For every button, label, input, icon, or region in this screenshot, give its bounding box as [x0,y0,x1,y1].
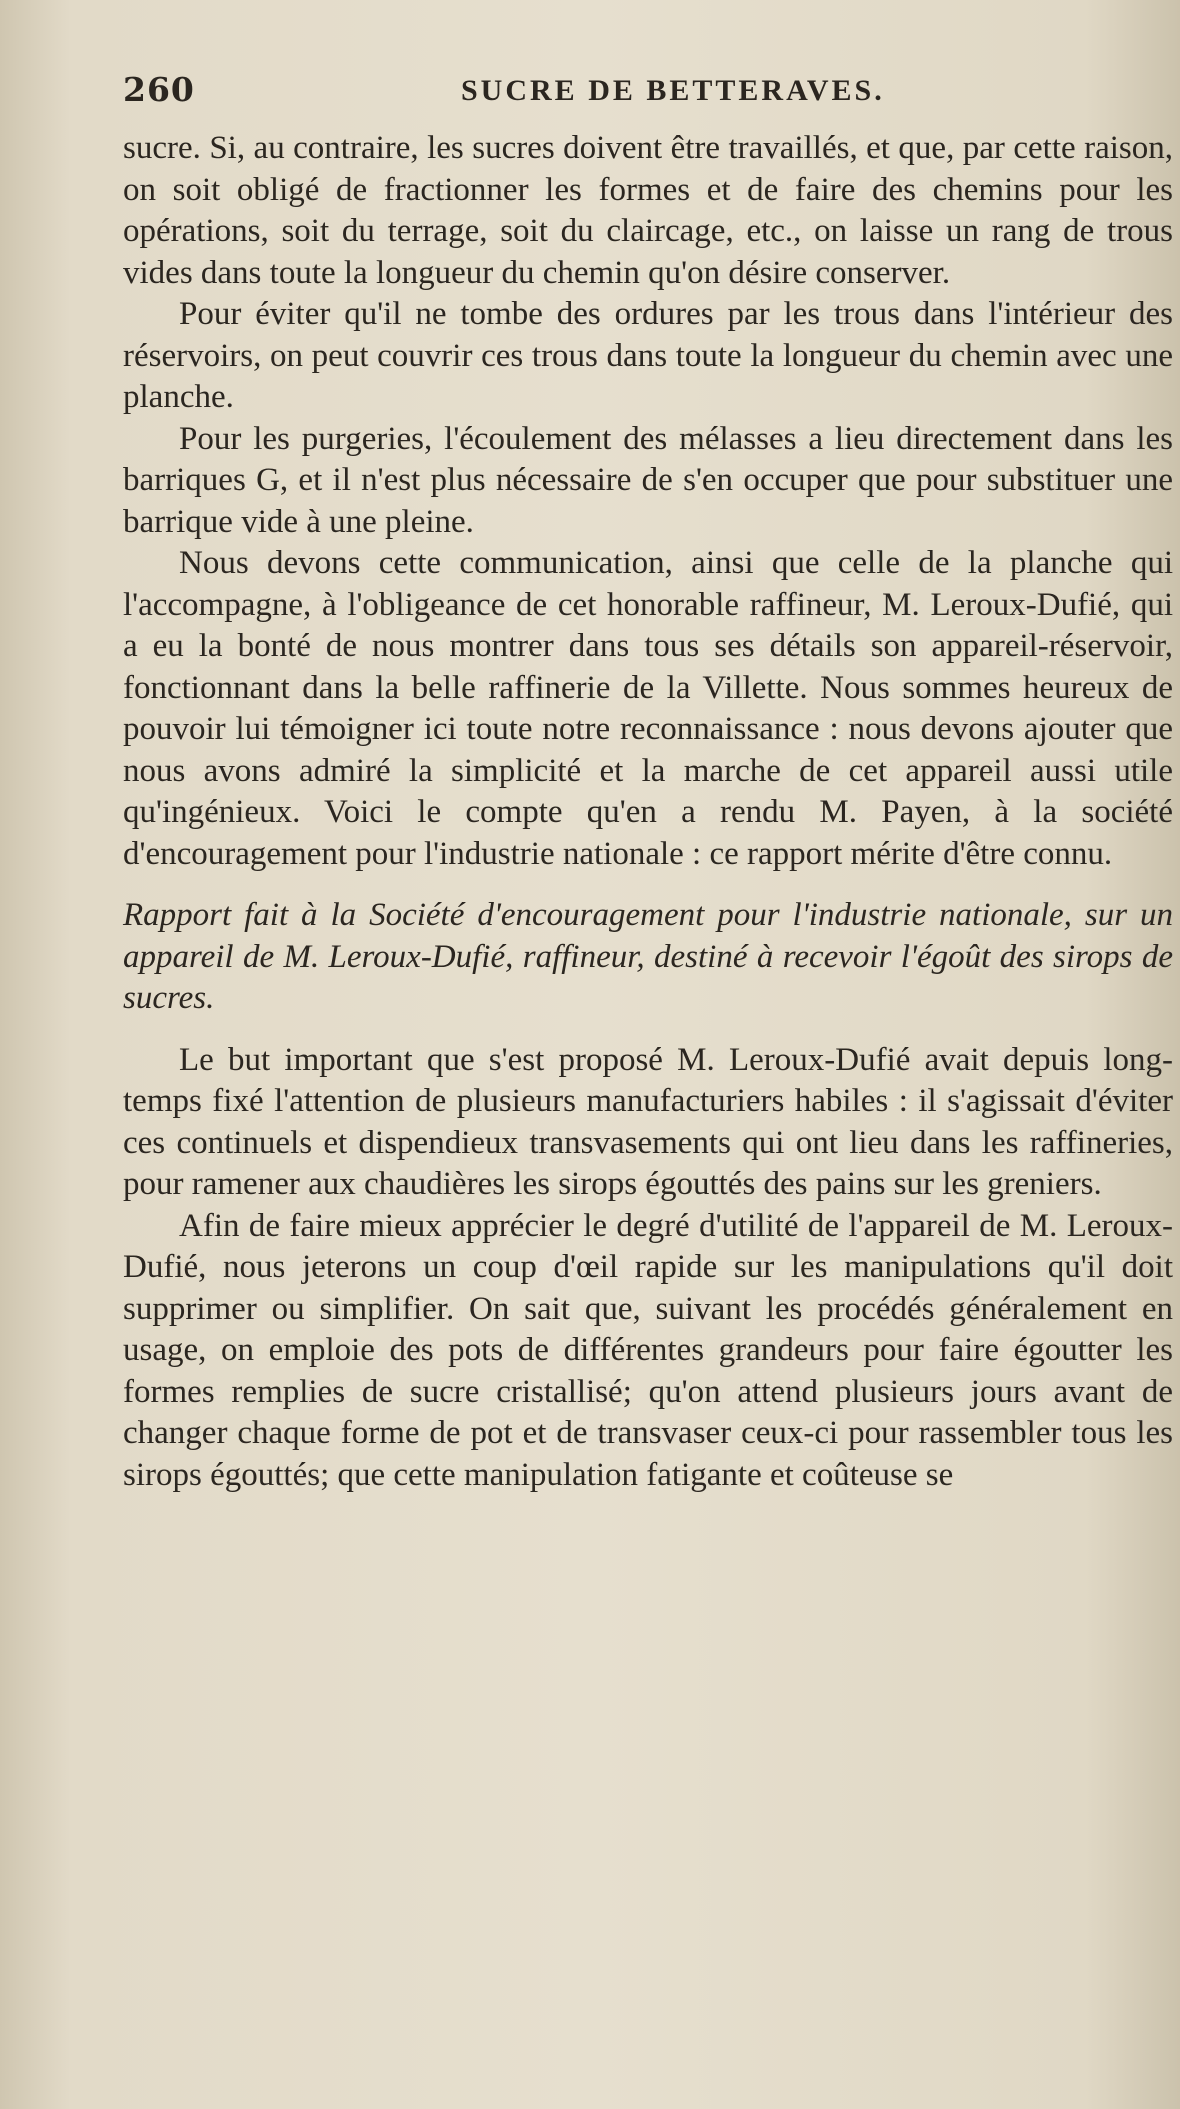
rapport-title: Rapport fait à la Société d'encouragement pour l'industrie nationale, sur un appareil de M. Leroux-Dufié, raffineur, destiné à recevoir l'égoût des sirops de sucres. [123,897,1173,1016]
body-text [123,128,1173,1496]
paragraph-purgeries: Pour les purgeries, l'écoulement des mélasses a lieu directement dans les barriques G, et il n'est plus nécessaire de s'en occuper que pour substituer une barrique vide à une pleine. [123,420,1173,540]
running-head: SUCRE DE BETTERAVES. [461,74,885,107]
page-header [123,70,1180,120]
paragraph-ordures: Pour éviter qu'il ne tombe des ordures par les trous dans l'intérieur des réservoirs, on peut couvrir ces trous dans toute la longueur du chemin avec une planche. [123,296,1173,415]
paragraph-continuation: sucre. Si, au contraire, les sucres doivent être travaillés, et que, par cette raison, on soit obligé de fractionner les formes et de faire des chemins pour les opérations, soit du terrage, soit du claircage, etc., on laisse un rang de trous vides dans toute la longueur du chemin qu'on désire conserver. [123,130,1173,291]
page-number: 260 [123,70,195,109]
paragraph-afin: Afin de faire mieux apprécier le degré d'utilité de l'appareil de M. Leroux-Dufié, nous jeterons un coup d'œil rapide sur les manipulations qu'il doit supprimer ou simplifier. On sait que, suivant les procédés généralement en usage, on emploie des pots de différentes grandeurs pour faire égoutter les formes remplies de sucre cristallisé; qu'on attend plusieurs jours avant de changer chaque forme de pot et de transvaser ceux-ci pour rassembler tous les sirops égouttés; que cette manipulation fatigante et coûteuse se [123,1207,1173,1493]
paragraph-communication: Nous devons cette communication, ainsi que celle de la planche qui l'accompagne, à l'obligeance de cet honorable raffineur, M. Leroux-Dufié, qui a eu la bonté de nous montrer dans tous ses détails son appareil-réservoir, fonctionnant dans la belle raffinerie de la Villette. Nous sommes heureux de pouvoir lui témoigner ici toute notre reconnaissance : nous devons ajouter que nous avons admiré la simplicité et la marche de cet appareil aussi utile qu'ingénieux. Voici le compte qu'en a rendu M. Payen, à la société d'encouragement pour l'industrie nationale : ce rapport mérite d'être connu. [123,545,1173,872]
paragraph-but-important: Le but important que s'est proposé M. Leroux-Dufié avait depuis long-temps fixé l'attention de plusieurs manufacturiers habiles : il s'agissait d'éviter ces continuels et dispendieux transvasements qui ont lieu dans les raffineries, pour ramener aux chaudières les sirops égouttés des pains sur les greniers. [123,1041,1173,1202]
